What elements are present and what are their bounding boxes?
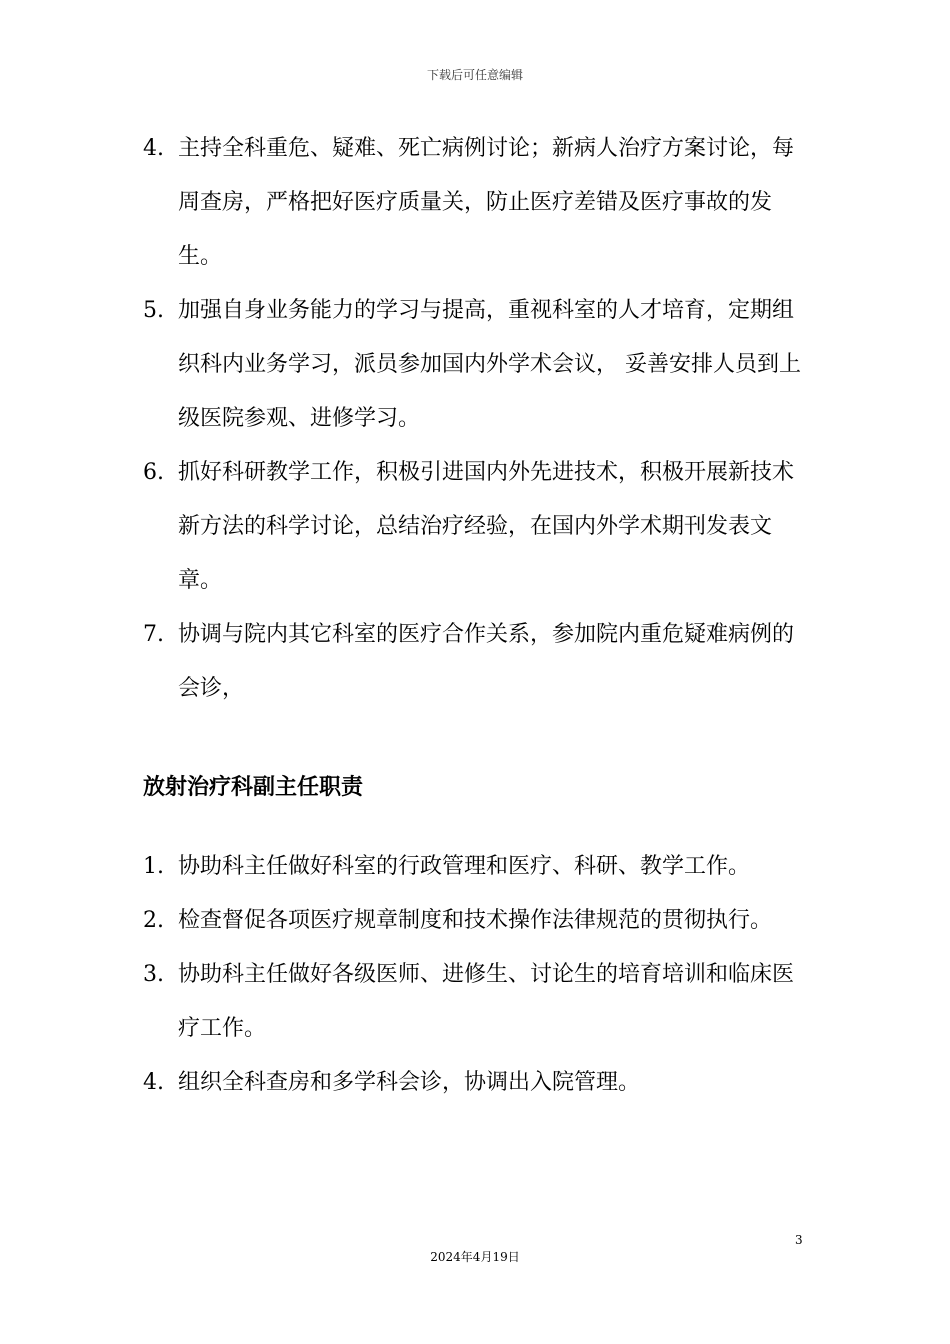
item-number: 4. [143,136,164,161]
footer-date: 2024年4月19日 [430,1250,520,1264]
duty-list-deputy [143,840,813,1110]
page-number: 3 [795,1233,803,1247]
item-text: 协助科主任做好科室的行政管理和医疗、科研、教学工作。 [178,854,751,879]
item-text: 协调与院内其它科室的医疗合作关系，参加院内重危疑难病例的会诊， [178,622,795,701]
list-item [143,608,813,716]
item-number: 5. [143,298,164,323]
list-item [143,122,813,284]
item-text: 加强自身业务能力的学习与提高，重视科室的人才培育，定期组织科内业务学习，派员参加国内外学术会议， 妥善安排人员到上级医院参观、进修学习。 [178,298,801,431]
list-item [143,284,813,446]
item-number: 3. [143,962,164,987]
list-item [143,894,813,948]
list-item [143,446,813,608]
item-text: 抓好科研教学工作，积极引进国内外先进技术，积极开展新技术新方法的科学讨论，总结治疗经验，在国内外学术期刊发表文章。 [178,460,795,593]
item-number: 2. [143,908,164,933]
item-text: 组织全科查房和多学科会诊，协调出入院管理。 [178,1070,641,1095]
item-number: 7. [143,622,164,647]
item-number: 6. [143,460,164,485]
duty-list-director [143,122,813,716]
header-note: 下载后可任意编辑 [426,68,523,82]
section-title: 放射治疗科副主任职责 [143,775,364,800]
item-text: 协助科主任做好各级医师、进修生、讨论生的培育培训和临床医疗工作。 [178,962,795,1041]
list-item [143,948,813,1056]
item-text: 检查督促各项医疗规章制度和技术操作法律规范的贯彻执行。 [178,908,773,933]
item-text: 主持全科重危、疑难、死亡病例讨论；新病人治疗方案讨论，每周查房，严格把好医疗质量关，防止医疗差错及医疗事故的发生。 [178,136,795,269]
item-number: 1. [143,854,164,879]
list-item [143,1056,813,1110]
list-item [143,840,813,894]
item-number: 4. [143,1070,164,1095]
